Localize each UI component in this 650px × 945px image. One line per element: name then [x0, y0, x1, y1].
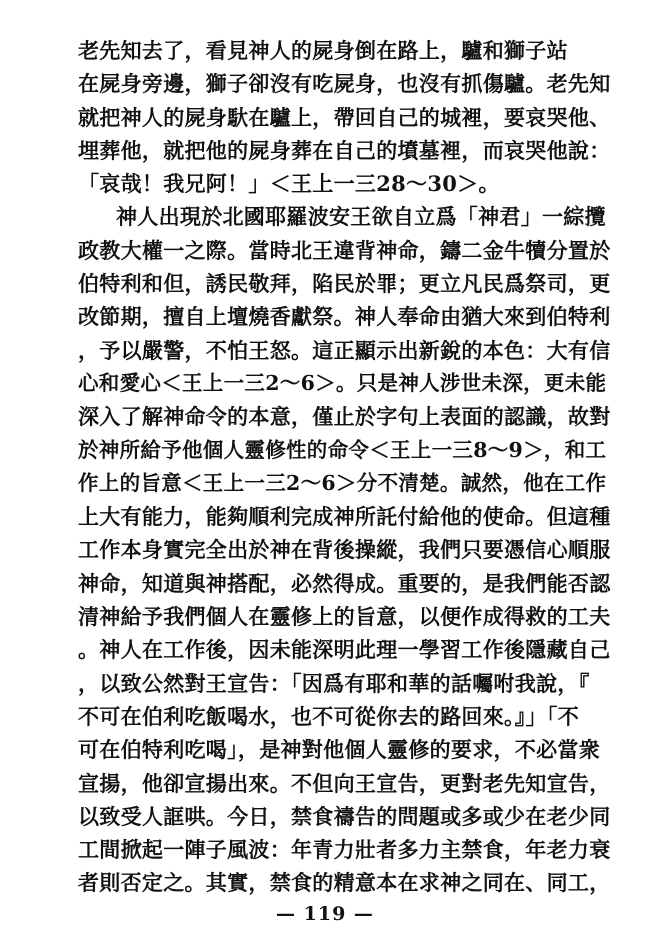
text-line-paragraph-start: 神人出現於北國耶羅波安王欲自立爲「神君」一綜攬 [116, 204, 606, 230]
page-number: — 119 — [276, 903, 374, 925]
text-line: 以致受人誆哄。今日，禁食禱告的問題或多或少在老少同 [78, 803, 611, 829]
text-line: 不可在伯利吃飯喝水，也不可從你去的路回來。』」「不 [78, 703, 579, 729]
text-line: 者則否定之。其實，禁食的精意本在求神之同在、同工， [78, 870, 611, 896]
text-line: 在屍身旁邊，獅子卻沒有吃屍身，也沒有抓傷驢。老先知 [78, 71, 611, 97]
text-line: 「哀哉！我兄阿！」＜王上一三28～30＞。 [78, 171, 500, 197]
text-line: 工作本身實完全出於神在背後操縱，我們只要憑信心順服 [78, 537, 611, 563]
text-line: 於神所給予他個人靈修性的命令＜王上一三8～9＞，和工 [78, 437, 607, 462]
text-line: 老先知去了，看見神人的屍身倒在路上，驢和獅子站 [78, 38, 568, 63]
text-line: 就把神人的屍身馱在驢上，帶回自己的城裡，要哀哭他、 [78, 104, 611, 130]
text-line: 。神人在工作後，因未能深明此理一學習工作後隱藏自己 [78, 637, 611, 663]
text-line: 伯特利和但，誘民敬拜，陷民於罪；更立凡民爲祭司，更 [78, 271, 611, 297]
text-line: 深入了解神命令的本意，僅止於字句上表面的認識，故對 [78, 404, 611, 430]
text-line: 清神給予我們個人在靈修上的旨意，以便作成得救的工夫 [78, 604, 611, 630]
text-line: 埋葬他，就把他的屍身葬在自己的墳墓裡，而哀哭他說： [78, 137, 611, 163]
text-line: 宣揚，他卻宣揚出來。不但向王宣告，更對老先知宣告， [78, 770, 611, 796]
text-line: 工間掀起一陣子風波：年青力壯者多力主禁食，年老力衰 [78, 837, 611, 863]
text-line: 作上的旨意＜王上一三2～6＞分不清楚。誠然，他在工作 [78, 470, 607, 495]
text-line: 心和愛心＜王上一三2～6＞。只是神人涉世未深，更未能 [78, 370, 607, 395]
text-line: ，予以嚴警，不怕王怒。這正顯示出新銳的本色：大有信 [78, 337, 611, 363]
text-line: ，以致公然對王宣告：「因爲有耶和華的話囑咐我說，『 [78, 670, 590, 696]
text-line: 可在伯特利吃喝」，是神對他個人靈修的要求，不必當衆 [78, 737, 600, 763]
body-text [78, 34, 613, 900]
text-line: 神命，知道與神搭配，必然得成。重要的，是我們能否認 [78, 570, 611, 596]
text-line: 改節期，擅自上壇燒香獻祭。神人奉命由猶大來到伯特利 [78, 304, 611, 330]
text-line: 上大有能力，能夠順利完成神所託付給他的使命。但這種 [78, 504, 611, 530]
text-line: 政教大權一之際。當時北王違背神命，鑄二金牛犢分置於 [78, 237, 611, 263]
